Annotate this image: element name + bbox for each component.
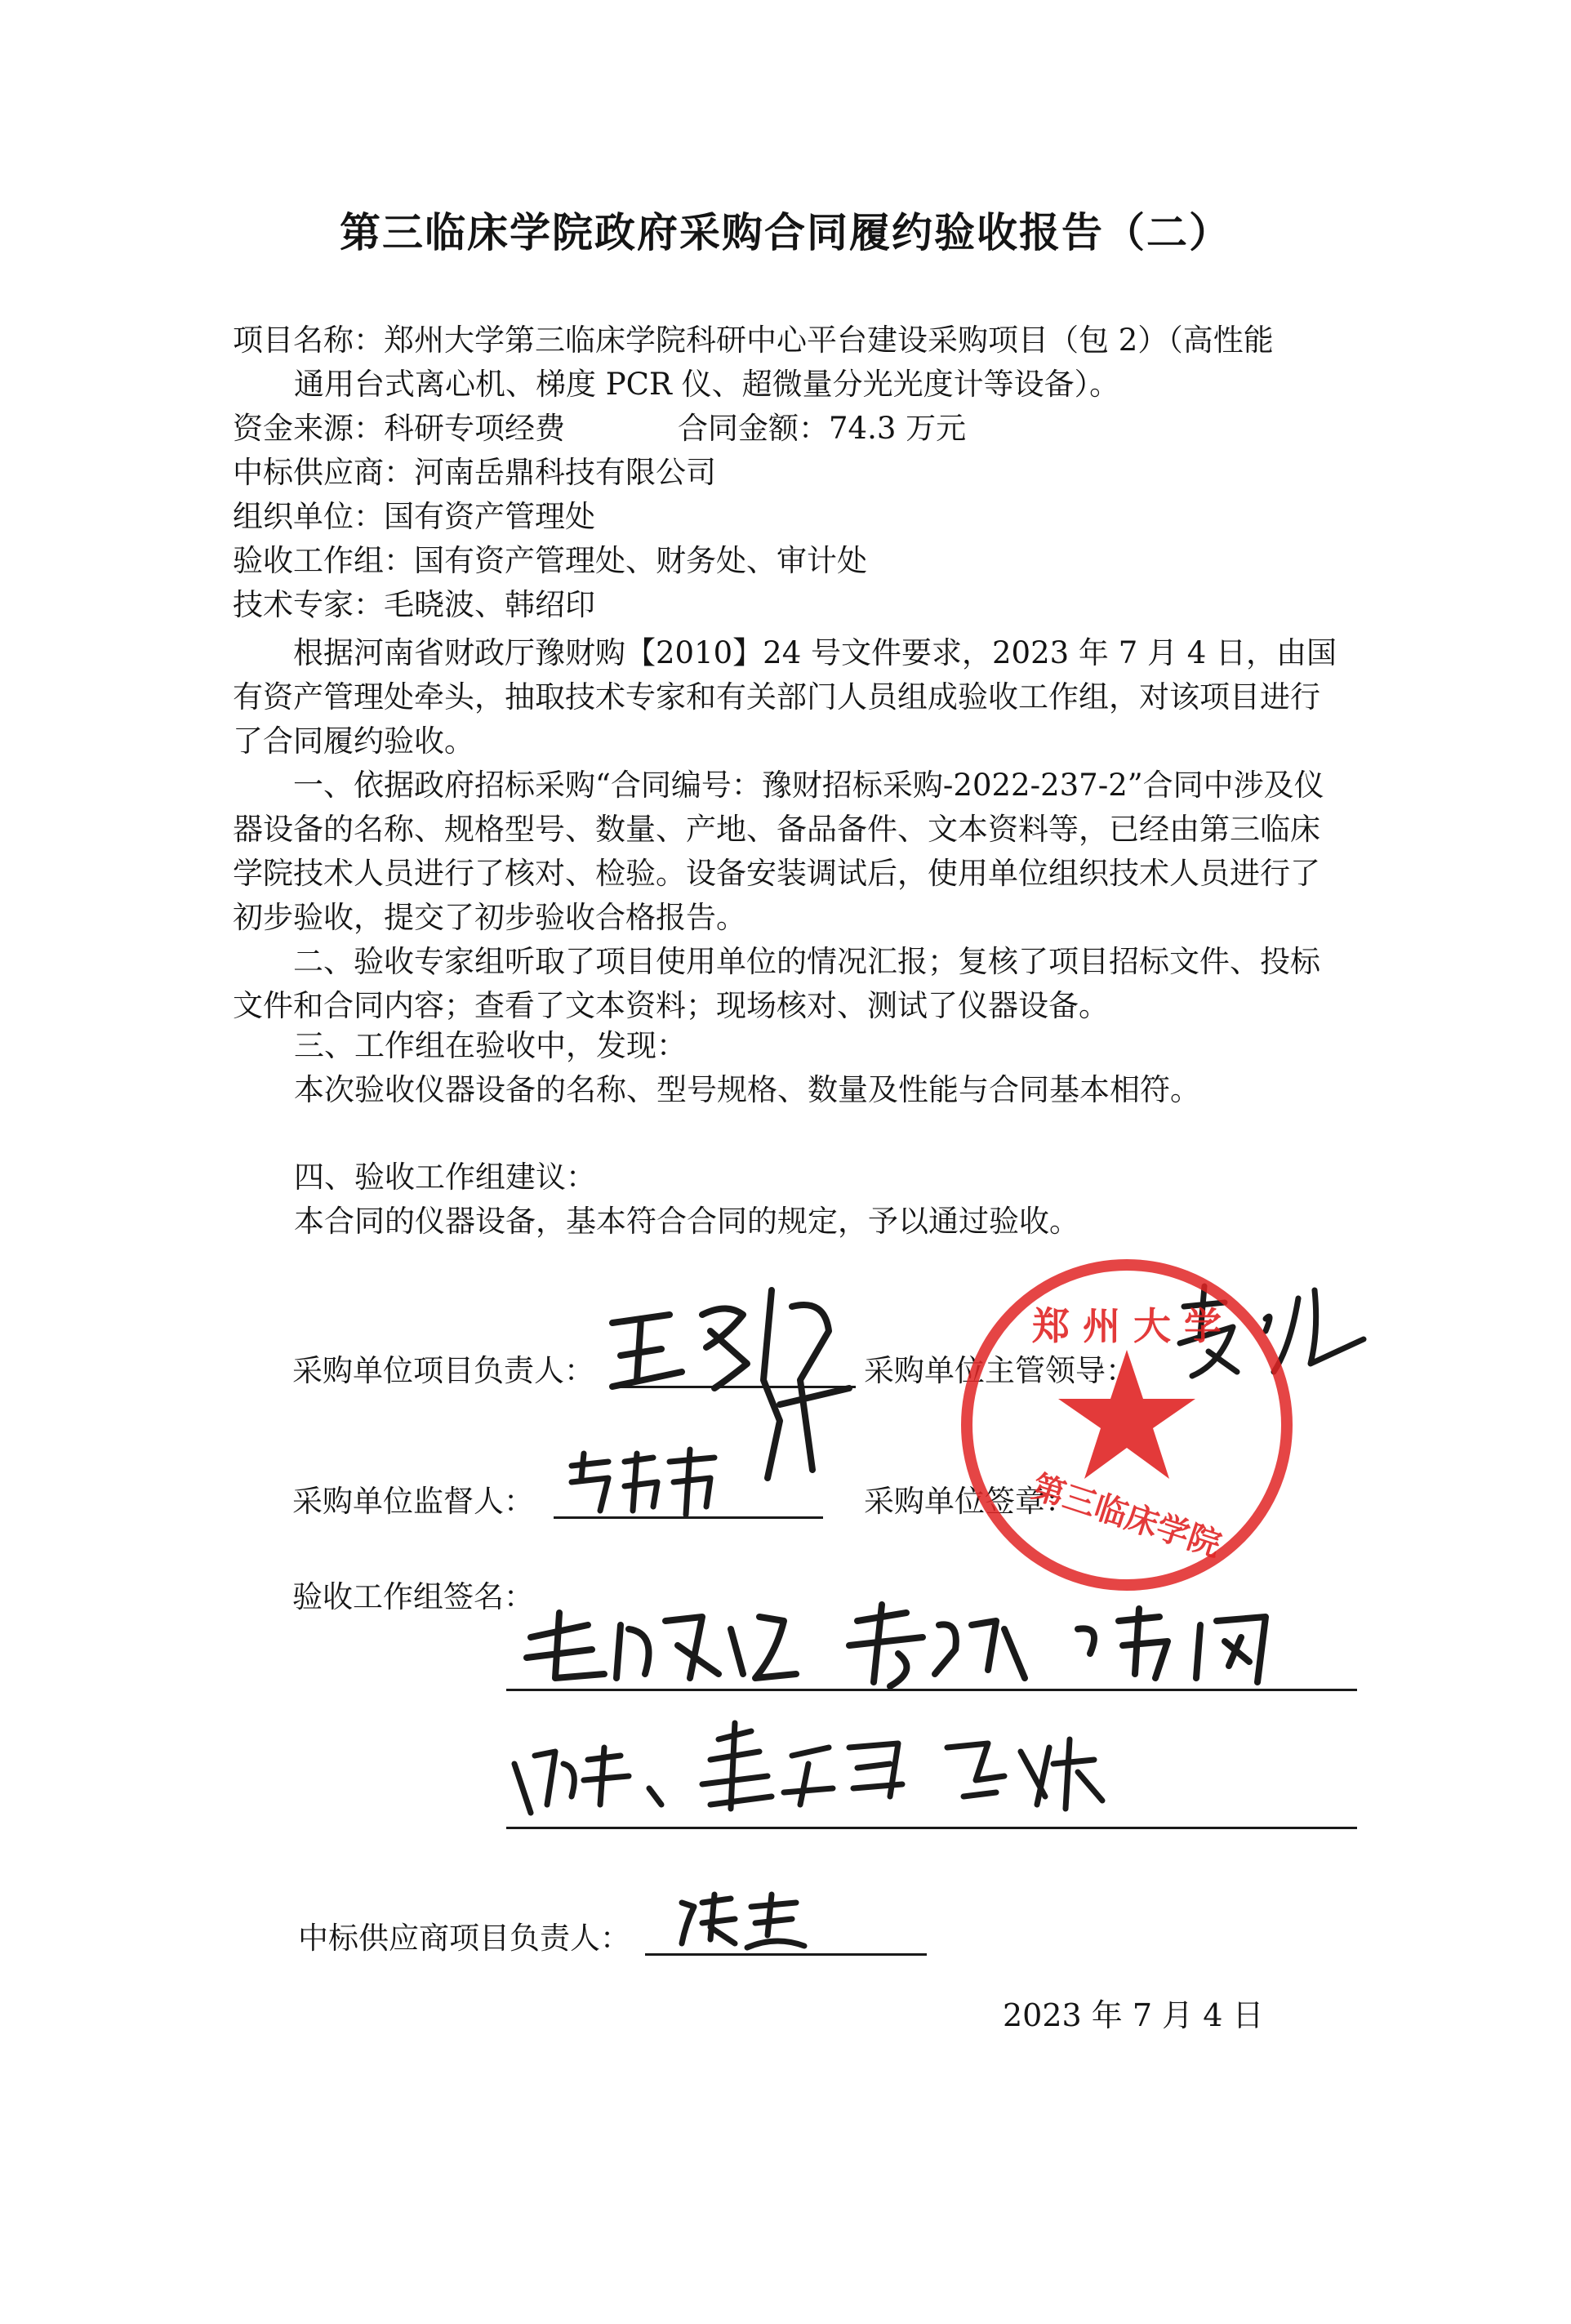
funding-source: 资金来源：科研专项经费: [233, 411, 565, 446]
supplier-lead-signature: [674, 1890, 812, 1956]
section-four-title: 四、验收工作组建议：: [294, 1160, 596, 1195]
project-name-line1: 项目名称：郑州大学第三临床学院科研中心平台建设采购项目（包 2）（高性能: [233, 323, 1274, 358]
section-one-text: 一、依据政府招标采购“合同编号：豫财招标采购-2022-237-2”合同中涉及仪器设备的名称、规格型号、数量、产地、备品备件、文本资料等，已经由第三临床学院技术人员进行了核对、检验。设备安装调试后，使用单位组织技术人员进行了初步验收，提交了初步验收合格报告。: [233, 768, 1324, 935]
intro-paragraph: [233, 631, 1347, 764]
organizing-unit: 组织单位：国有资产管理处: [233, 499, 595, 534]
project-name-line2: 通用台式离心机、梯度 PCR 仪、超微量分光光度计等设备）。: [294, 367, 1120, 402]
page-title: 第三临床学院政府采购合同履约验收报告（二）: [340, 209, 1231, 256]
section-three-text: 本次验收仪器设备的名称、型号规格、数量及性能与合同基本相符。: [294, 1072, 1200, 1107]
supplier-lead-label: 中标供应商项目负责人：: [298, 1921, 630, 1956]
intro-text: 根据河南省财政厅豫财购【2010】24 号文件要求，2023 年 7 月 4 日，由国有资产管理处牵头，抽取技术专家和有关部门人员组成验收工作组，对该项目进行了合同履约验收。: [233, 635, 1337, 759]
supervising-leader-label: 采购单位主管领导：: [864, 1353, 1136, 1388]
winning-supplier: 中标供应商：河南岳鼎科技有限公司: [233, 455, 716, 490]
section-one: [233, 764, 1347, 940]
section-four-text: 本合同的仪器设备，基本符合合同的规定，予以通过验收。: [294, 1204, 1079, 1239]
section-three-title: 三、工作组在验收中，发现：: [294, 1028, 687, 1063]
acceptance-team: 验收工作组：国有资产管理处、财务处、审计处: [233, 543, 867, 578]
team-signatures-row-1: [514, 1596, 1355, 1694]
team-signatures-row-2: [506, 1715, 1159, 1829]
acceptance-team-sign-label: 验收工作组签名：: [292, 1579, 534, 1614]
contract-amount: 合同金额：74.3 万元: [678, 411, 967, 446]
stamp-bottom-text: 第三临床学院: [1027, 1467, 1226, 1565]
stamp-top-text: 郑 州 大 学: [1031, 1304, 1222, 1348]
university-seal-stamp: [955, 1253, 1298, 1596]
technical-experts: 技术专家：毛晓波、韩绍印: [233, 587, 595, 622]
seal-label: 采购单位签章：: [864, 1484, 1075, 1519]
inspector-signature: [563, 1445, 727, 1519]
project-lead-label: 采购单位项目负责人：: [292, 1353, 594, 1388]
section-two-text: 二、验收专家组听取了项目使用单位的情况汇报；复核了项目招标文件、投标文件和合同内容；查看了文本资料；现场核对、测试了仪器设备。: [233, 944, 1320, 1023]
section-two: [233, 940, 1347, 1028]
report-date: 2023 年 7 月 4 日: [1003, 1997, 1264, 2033]
inspector-label: 采购单位监督人：: [292, 1484, 534, 1519]
